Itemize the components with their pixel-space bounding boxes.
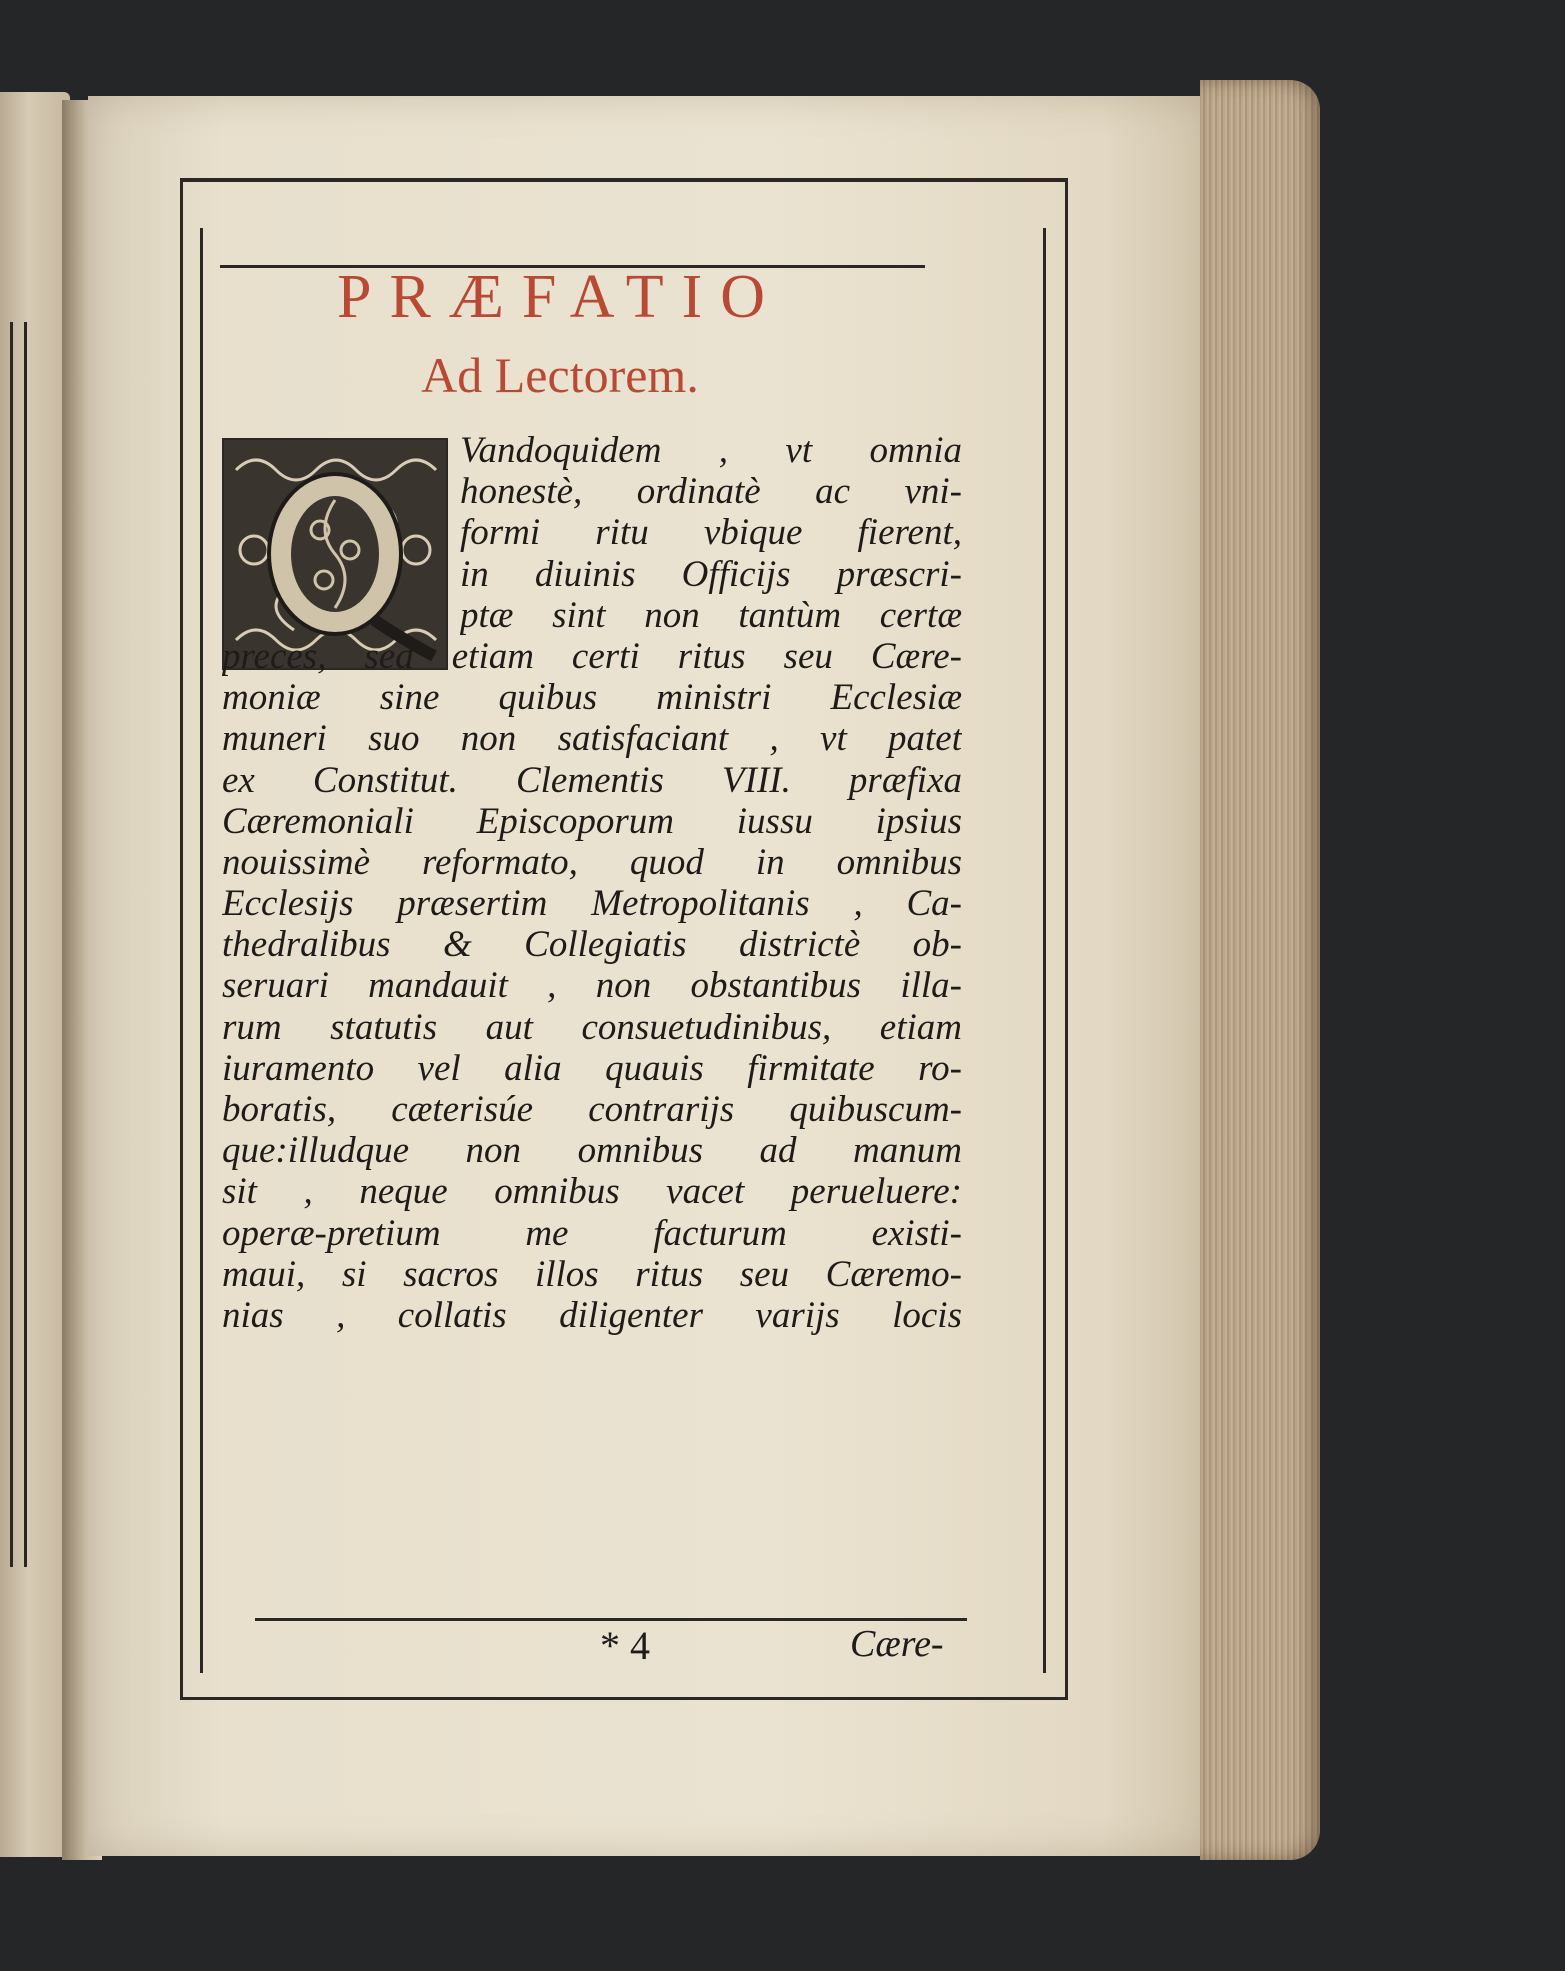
text-line: nias , collatis diligenter varijs locis — [222, 1294, 962, 1336]
text-line: iuramento vel alia quauis firmitate ro- — [222, 1047, 962, 1089]
text-line: nouissimè reformato, quod in omnibus — [222, 841, 962, 883]
preface-text — [222, 430, 962, 1336]
text-line: in diuinis Officijs præscri- — [460, 553, 962, 595]
text-line: preces, sed etiam certi ritus seu Cære- — [222, 635, 962, 677]
text-line: Cæremoniali Episcoporum iussu ipsius — [222, 800, 962, 842]
footer-rule — [255, 1618, 967, 1621]
catchword: Cære- — [850, 1623, 944, 1665]
text-line: maui, si sacros illos ritus seu Cæremo- — [222, 1253, 962, 1295]
left-page-edge — [0, 92, 70, 1857]
page-block-edge — [1200, 80, 1320, 1860]
text-line: ex Constitut. Clementis VIII. præfixa — [222, 759, 962, 801]
text-line: sit , neque omnibus vacet perueluere: — [222, 1171, 962, 1213]
page-title: PRÆFATIO — [336, 263, 784, 331]
text-line: formi ritu vbique fierent, — [460, 512, 962, 554]
text-line: seruari mandauit , non obstantibus illa- — [222, 965, 962, 1007]
text-line: thedralibus & Collegiatis districtè ob- — [222, 924, 962, 966]
left-page-rule — [10, 322, 13, 1567]
text-line: muneri suo non satisfaciant , vt patet — [222, 718, 962, 760]
page-subtitle: Ad Lectorem. — [421, 347, 699, 403]
text-line: Ecclesijs præsertim Metropolitanis , Ca- — [222, 883, 962, 925]
text-line: operæ-pretium me facturum existi- — [222, 1212, 962, 1254]
signature-mark: * 4 — [600, 1623, 650, 1668]
text-line: moniæ sine quibus ministri Ecclesiæ — [222, 677, 962, 719]
text-line: que:illudque non omnibus ad manum — [222, 1130, 962, 1172]
text-line: ptæ sint non tantùm certæ — [460, 594, 962, 636]
text-line: Vandoquidem , vt omnia — [460, 430, 962, 471]
left-page-rule — [24, 322, 27, 1567]
text-line: boratis, cæterisúe contrarijs quibuscum- — [222, 1089, 962, 1130]
text-line: honestè, ordinatè ac vni- — [460, 471, 962, 513]
text-line: rum statutis aut consuetudinibus, etiam — [222, 1006, 962, 1048]
